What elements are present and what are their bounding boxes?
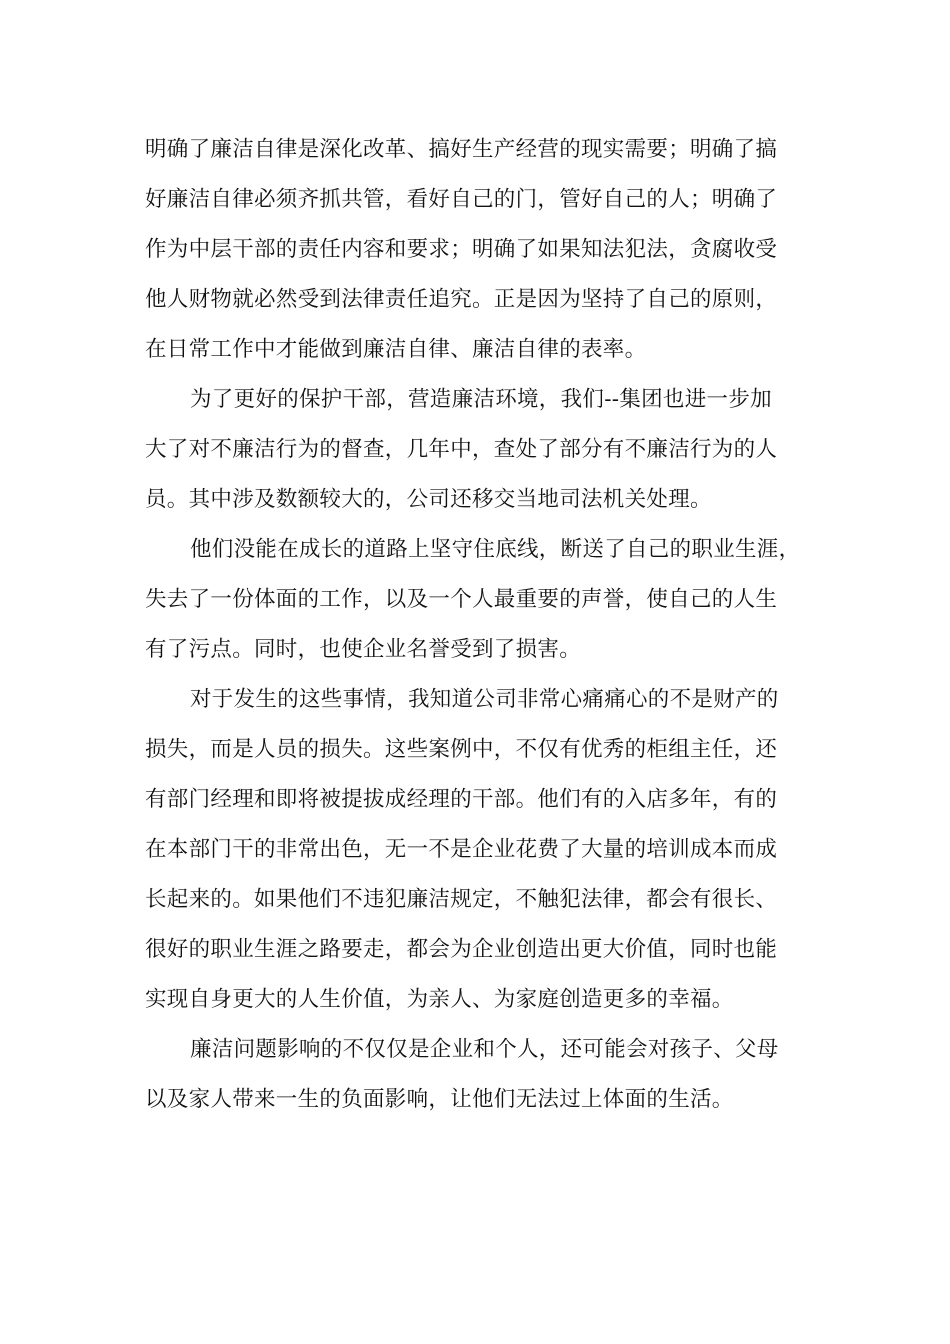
text-line: 实现自身更大的人生价值，为亲人、为家庭创造更多的幸福。 xyxy=(145,987,734,1012)
text-line: 对于发生的这些事情，我知道公司非常心痛痛心的不是财产的 xyxy=(190,687,779,712)
text-line: 大了对不廉洁行为的督查，几年中，查处了部分有不廉洁行为的人 xyxy=(145,437,778,462)
text-line: 好廉洁自律必须齐抓共管，看好自己的门，管好自己的人；明确了 xyxy=(145,187,778,212)
text-line: 他们没能在成长的道路上坚守住底线，断送了自己的职业生涯， xyxy=(190,537,801,562)
text-line: 有了污点。同时，也使企业名誉受到了损害。 xyxy=(145,637,582,662)
text-line: 他人财物就必然受到法律责任追究。正是因为坚持了自己的原则， xyxy=(145,287,778,312)
text-line: 在日常工作中才能做到廉洁自律、廉洁自律的表率。 xyxy=(145,337,647,362)
text-line: 员。其中涉及数额较大的，公司还移交当地司法机关处理。 xyxy=(145,487,712,512)
text-line: 为了更好的保护干部，营造廉洁环境，我们--集团也进一步加 xyxy=(190,387,772,412)
text-line: 失去了一份体面的工作，以及一个人最重要的声誉，使自己的人生 xyxy=(145,587,778,612)
text-line: 有部门经理和即将被提拔成经理的干部。他们有的入店多年，有的 xyxy=(145,787,778,812)
text-line: 作为中层干部的责任内容和要求；明确了如果知法犯法，贪腐收受 xyxy=(145,237,778,262)
text-line: 损失，而是人员的损失。这些案例中，不仅有优秀的柜组主任，还 xyxy=(145,737,778,762)
text-line: 长起来的。如果他们不违犯廉洁规定，不触犯法律，都会有很长、 xyxy=(145,887,778,912)
text-line: 很好的职业生涯之路要走，都会为企业创造出更大价值，同时也能 xyxy=(145,937,778,962)
text-line: 明确了廉洁自律是深化改革、搞好生产经营的现实需要；明确了搞 xyxy=(145,137,778,162)
text-line: 在本部门干的非常出色，无一不是企业花费了大量的培训成本而成 xyxy=(145,837,778,862)
text-line: 廉洁问题影响的不仅仅是企业和个人，还可能会对孩子、父母 xyxy=(190,1037,779,1062)
text-line: 以及家人带来一生的负面影响，让他们无法过上体面的生活。 xyxy=(145,1087,734,1112)
